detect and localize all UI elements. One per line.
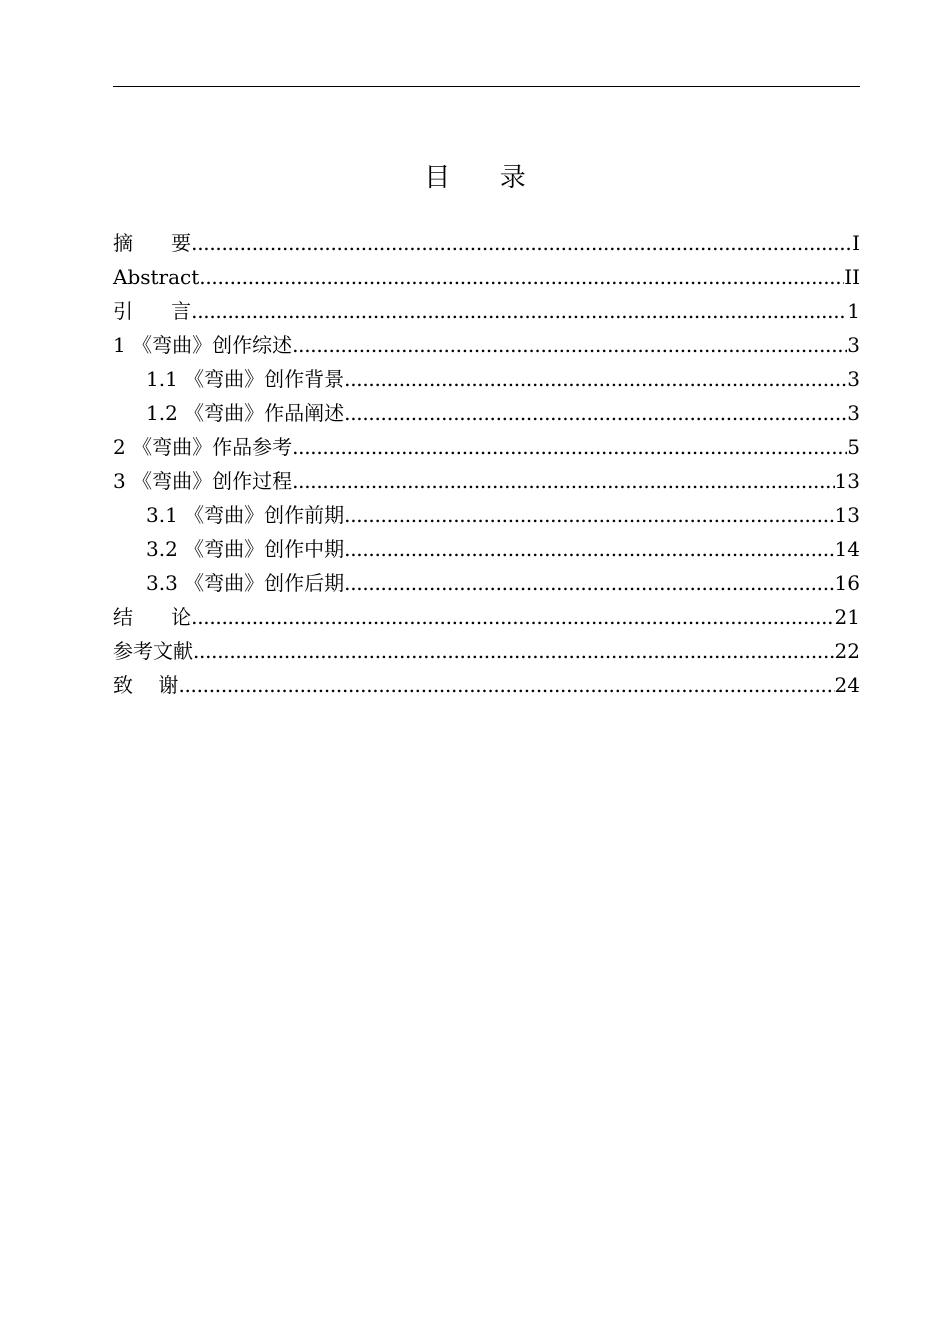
toc-dot-leader	[193, 634, 835, 668]
table-of-contents	[113, 226, 860, 702]
toc-dot-leader	[344, 532, 834, 566]
toc-entry-section-1-1[interactable]	[113, 362, 860, 396]
toc-dot-leader	[191, 294, 847, 328]
toc-dot-leader	[344, 362, 847, 396]
toc-dot-leader	[292, 430, 847, 464]
toc-entry-section-3-1[interactable]	[113, 498, 860, 532]
toc-entry-label: 2 《弯曲》作品参考	[113, 435, 293, 459]
toc-entry-label: Abstract	[113, 265, 200, 289]
toc-entry-conclusion[interactable]	[113, 600, 860, 634]
toc-entry-label: 引 言	[113, 299, 192, 323]
toc-entry-chapter-1[interactable]	[113, 328, 860, 362]
toc-entry-page: 22	[834, 639, 860, 663]
toc-entry-label: 3.1 《弯曲》创作前期	[146, 503, 345, 527]
toc-entry-section-1-2[interactable]	[113, 396, 860, 430]
toc-entry-page: 3	[847, 401, 860, 425]
toc-dot-leader	[292, 328, 847, 362]
toc-dot-leader	[344, 498, 834, 532]
toc-entry-page: 3	[847, 333, 860, 357]
toc-entry-page: 16	[834, 571, 860, 595]
toc-entry-label: 参考文献	[113, 639, 193, 663]
toc-entry-page: 5	[847, 435, 860, 459]
toc-entry-label: 1.1 《弯曲》创作背景	[146, 367, 345, 391]
toc-entry-abstract-en[interactable]	[113, 260, 860, 294]
toc-entry-label: 3 《弯曲》创作过程	[113, 469, 293, 493]
toc-entry-page: 13	[834, 503, 860, 527]
toc-entry-label: 3.2 《弯曲》创作中期	[146, 537, 345, 561]
toc-entry-page: 13	[834, 469, 860, 493]
toc-entry-abstract-cn[interactable]	[113, 226, 860, 260]
toc-dot-leader	[191, 600, 834, 634]
toc-entry-page: 3	[847, 367, 860, 391]
toc-entry-page: II	[844, 265, 860, 289]
toc-entry-section-3-2[interactable]	[113, 532, 860, 566]
toc-dot-leader	[178, 668, 834, 702]
toc-dot-leader	[344, 396, 847, 430]
toc-entry-page: 24	[834, 673, 860, 697]
toc-entry-acknowledgements[interactable]	[113, 668, 860, 702]
toc-entry-chapter-3[interactable]	[113, 464, 860, 498]
page-title: 目 录	[424, 163, 526, 193]
toc-entry-page: 14	[834, 537, 860, 561]
toc-entry-label: 摘 要	[113, 231, 192, 255]
toc-entry-chapter-2[interactable]	[113, 430, 860, 464]
toc-entry-label: 1 《弯曲》创作综述	[113, 333, 293, 357]
toc-entry-section-3-3[interactable]	[113, 566, 860, 600]
toc-entry-label: 3.3 《弯曲》创作后期	[146, 571, 345, 595]
toc-entry-page: 1	[847, 299, 860, 323]
toc-entry-page: 21	[834, 605, 860, 629]
toc-entry-label: 1.2 《弯曲》作品阐述	[146, 401, 345, 425]
toc-entry-page: I	[852, 231, 860, 255]
toc-dot-leader	[344, 566, 834, 600]
toc-dot-leader	[191, 226, 852, 260]
toc-entry-introduction[interactable]	[113, 294, 860, 328]
header-rule	[113, 86, 860, 87]
toc-dot-leader	[292, 464, 834, 498]
toc-entry-label: 结 论	[113, 605, 192, 629]
toc-entry-label: 致 谢	[113, 673, 179, 697]
toc-entry-references[interactable]	[113, 634, 860, 668]
toc-dot-leader	[199, 260, 844, 294]
